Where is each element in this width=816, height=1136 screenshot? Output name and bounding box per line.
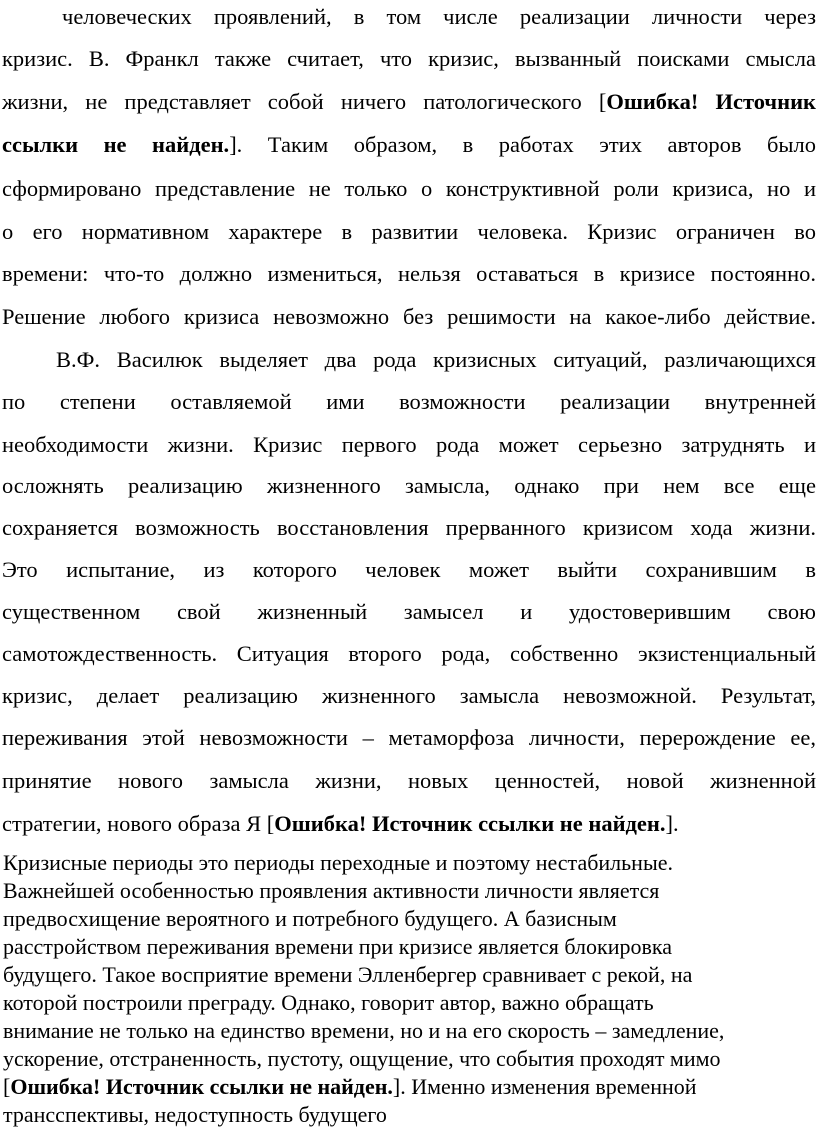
text-line: сохраняется возможность восстановления прерванного кризисом хода жизни.: [2, 515, 816, 540]
text-line: расстройством переживания времени при кризисе является блокировка: [3, 934, 672, 959]
text-line: [Ошибка! Источник ссылки не найден.]. Именно изменения временной: [3, 1074, 697, 1099]
text-line: Это испытание, из которого человек может выйти сохранившим в: [2, 557, 816, 582]
text-line: внимание не только на единство времени, но и на его скорость – замедление,: [3, 1018, 725, 1043]
text-line: предвосхищение вероятного и потребного будущего. А базисным: [3, 906, 617, 931]
text-line: человеческих проявлений, в том числе реализации личности через: [62, 4, 816, 29]
text-line: времени: что-то должно измениться, нельзя оставаться в кризисе постоянно.: [2, 261, 816, 286]
text-line: Решение любого кризиса невозможно без решимости на какое-либо действие.: [2, 304, 816, 329]
text-line: трансспективы, недоступность будущего: [3, 1102, 387, 1127]
text-line: самотождественность. Ситуация второго рода, собственно экзистенциальный: [2, 641, 816, 666]
text-line: Важнейшей особенностью проявления активности личности является: [3, 878, 660, 903]
text-line: стратегии, нового образа Я [Ошибка! Источник ссылки не найден.].: [2, 811, 679, 836]
reference-error: Ошибка! Источник ссылки не найден.: [10, 1074, 393, 1099]
text-line: Кризисные периоды это периоды переходные и поэтому нестабильные.: [3, 850, 674, 875]
text-line: будущего. Такое восприятие времени Элленбергер сравнивает с рекой, на: [3, 962, 693, 987]
text-line: сформировано представление не только о конструктивной роли кризиса, но и: [2, 176, 816, 201]
text-line: жизни, не представляет собой ничего патологического [Ошибка! Источник: [2, 89, 816, 114]
text-line: переживания этой невозможности – метаморфоза личности, перерождение ее,: [2, 725, 816, 750]
text-line: по степени оставляемой ими возможности реализации внутренней: [2, 389, 816, 414]
text-line: принятие нового замысла жизни, новых ценностей, новой жизненной: [2, 768, 816, 793]
text-line: ссылки не найден.]. Таким образом, в работах этих авторов было: [2, 132, 816, 157]
reference-error: Ошибка! Источник ссылки не найден.: [274, 811, 666, 836]
reference-error: Ошибка! Источник: [606, 89, 816, 114]
text-line: существенном свой жизненный замысел и удостоверившим свою: [2, 599, 816, 624]
text-line: осложнять реализацию жизненного замысла, однако при нем все еще: [2, 473, 816, 498]
text-line: кризис. В. Франкл также считает, что кризис, вызванный поисками смысла: [2, 46, 816, 71]
text-line: ускорение, отстраненность, пустоту, ощущение, что события проходят мимо: [3, 1046, 721, 1071]
reference-error: ссылки не найден.: [2, 132, 230, 157]
text-line: необходимости жизни. Кризис первого рода может серьезно затруднять и: [2, 432, 816, 457]
text-line: которой построили преграду. Однако, говорит автор, важно обращать: [3, 990, 654, 1015]
text-line: кризис, делает реализацию жизненного замысла невозможной. Результат,: [2, 683, 816, 708]
text-line: о его нормативном характере в развитии человека. Кризис ограничен во: [2, 219, 816, 244]
text-line: В.Ф. Василюк выделяет два рода кризисных ситуаций, различающихся: [56, 347, 816, 372]
